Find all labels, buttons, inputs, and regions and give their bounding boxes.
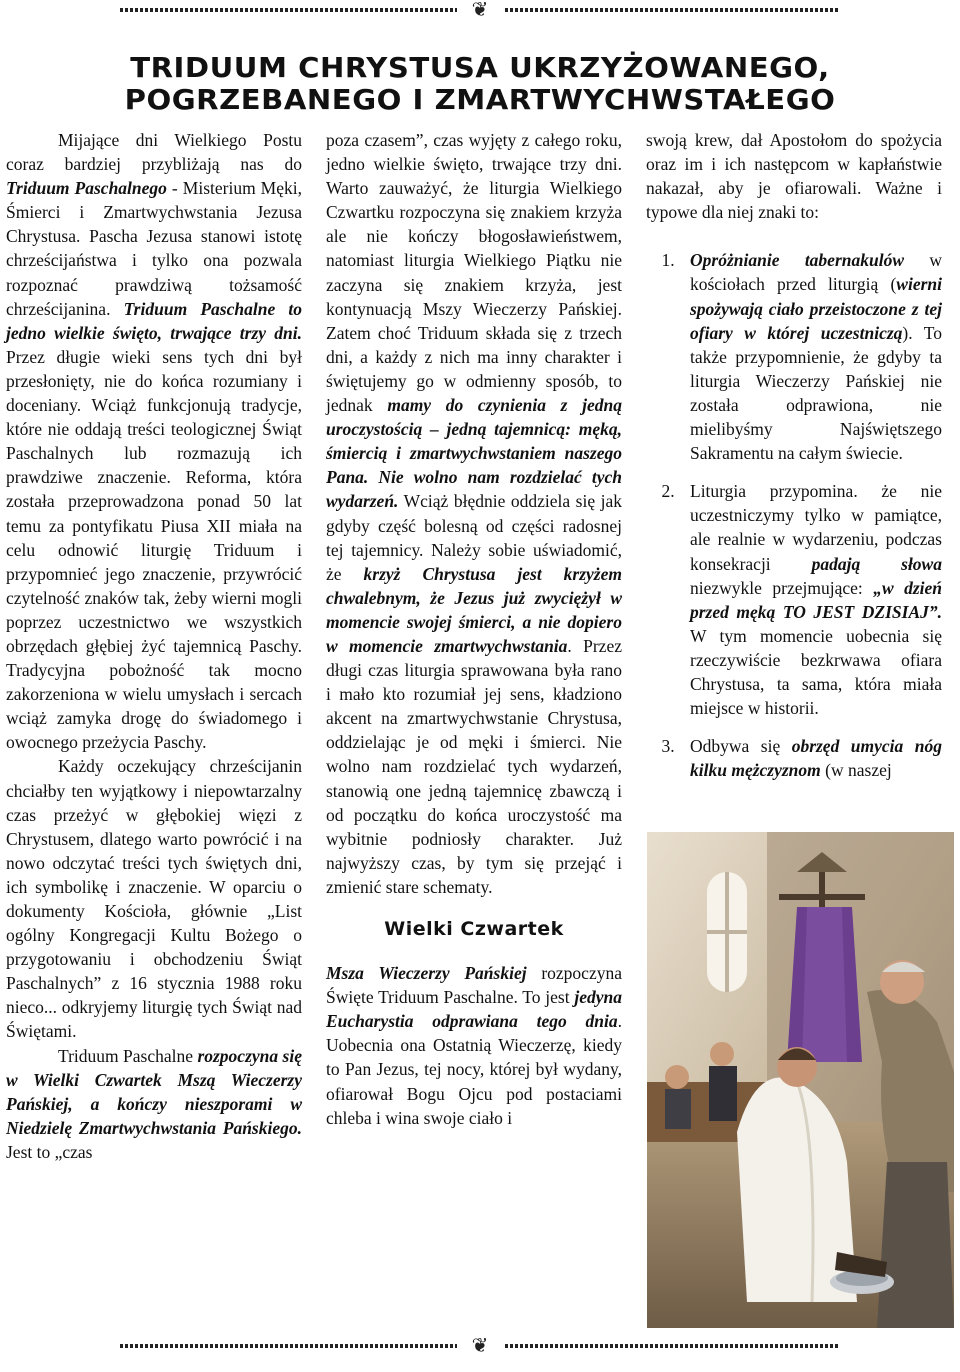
text-run: niezwykle przejmujące: (690, 577, 874, 598)
list-item (646, 734, 942, 782)
list-number: 3. (661, 736, 675, 757)
paragraph (6, 128, 302, 754)
emphasis: Opróżnianie tabernakulów (690, 250, 905, 271)
text-run: Jest to „czas (6, 1141, 93, 1162)
section-heading: Wielki Czwartek (384, 918, 564, 940)
top-ornament (120, 0, 840, 20)
emphasis: Msza Wieczerzy Pańskiej (326, 963, 527, 984)
list-number: 2. (661, 481, 675, 502)
text-run: . Uobecnia ona Ostatnią Wieczerzę, kiedy to Pan Jezus, tej nocy, której był wydany, ofiarował Bogu Ojcu pod postaciami chleba i wina swoje ciało i (326, 1011, 622, 1128)
text-run: w kościołach przed liturgią ( (690, 250, 943, 295)
emphasis: padają słowa (811, 553, 942, 574)
paragraph (6, 1044, 302, 1164)
headline-line-1: TRIDUUM CHRYSTUSA UKRZYŻOWANEGO, (130, 51, 830, 84)
emphasis: wierni spożywają ciało przeistoczone z tej ofiary w której uczestniczą (690, 274, 942, 343)
emphasis: rozpoczyna się w Wielki Czwartek Mszą Wieczerzy Pańskiej, a kończy nieszporami w Niedzielę Zmartwychwstania Pańskiego. (6, 1045, 302, 1138)
text-run: Wciąż błędnie oddziela się jak gdyby część bolesną od części radosnej tej tajemnicy. Należy sobie uświadomić, że (326, 491, 622, 584)
list-item-text (690, 734, 942, 782)
emphasis: jedyna Eucharystia odprawiana tego dnia (326, 987, 622, 1032)
emphasis: krzyż Chrystusa jest krzyżem chwalebnym, że Jezus już zwyciężył w momencie swojej śmierci, a nie dopiero w momencie zmartwychwstania (326, 563, 622, 656)
headline-line-2: POGRZEBANEGO I ZMARTWYCHWSTAŁEGO (124, 83, 836, 116)
scroll-ornament-icon: ❦ (457, 0, 503, 20)
column-3 (646, 128, 942, 782)
emphasis: Triduum Paschalne to jedno wielkie święto, trwające trzy dni. (6, 298, 303, 343)
bottom-ornament (120, 1336, 840, 1356)
list-item (646, 248, 942, 465)
emphasis: mamy do czynienia z jedną uroczystością – jedną tajemnicą: męką, śmiercią i zmartwychwstaniem naszego Pana. Nie wolno nam rozdzielać tych wydarzeń. (326, 395, 622, 512)
text-run: Triduum Paschalne (58, 1045, 198, 1066)
text-run: Przez długie wieki sens tych dni był przesłonięty, nie do końca rozumiany i doceniany. Wciąż funkcjonują tradycje, które nie oddają treści teologicznej Świąt Paschalnych lub rozmazują ich prawdziwe znaczenie. Reforma, która została przeprowadzona ponad 50 lat temu za pontyfikatu Piusa XII miała na celu odnowić liturgię Triduum i przypomnieć jego znaczenie, przywrócić czytelność znaków tak, żeby wierni mogli poprzez uczestnictwo we wszystkich obrzędach głębiej żyć tajemnicą Paschy. Tradycyjna pobożność tak mocno zakorzeniona w wielu umysłach i sercach wciąż zamyka drogę do świadomego i owocnego przeżycia Paschy. (6, 346, 302, 753)
photo-illustration (647, 832, 954, 1328)
text-run: Odbywa się (690, 736, 792, 757)
text-run: rozpoczyna Święte Triduum Paschalne. To jest (326, 963, 622, 1008)
text-run: W tym momencie uobecnia się rzeczywiście bezkrwawa ofiara Chrystusa, ta sama, która miała miejsce w historii. (690, 625, 942, 719)
text-run: Liturgia przypomina. że nie uczestniczymy tylko w pamiątce, ale realnie w wydarzeniu, podczas konsekracji (690, 481, 942, 574)
paragraph: swoją krew, dał Apostołom do spożycia oraz im i ich następcom w kapłaństwie nakazał, aby je ofiarowali. Ważne i typowe dla niej znaki to: (646, 130, 942, 223)
text-run: Mijające dni Wielkiego Postu coraz bardziej przybliżają nas do (6, 130, 302, 175)
text-run: - Misterium Męki, Śmierci i Zmartwychwstania Jezusa Chrystusa. Pascha Jezusa stanowi istotę chrześcijaństwa i tylko ona pozwala rozpoznać prawdziwą tożsamość chrześcijanina. (6, 178, 303, 319)
paragraph (326, 128, 622, 899)
paragraph: Każdy oczekujący chrześcijanin chciałby ten wyjątkowy i niepowtarzalny czas przeżyć w głębokiej więzi z Chrystusem, dlatego warto powrócić i na nowo odczytać treści tych świętych dni, ich symbolikę i znaczenie. W oparciu o dokumenty Kościoła, głównie „List ogólny Kongregacji Kultu Bożego o przygotowaniu i obchodzeniu Świąt Paschalnych” z 16 stycznia 1988 roku nieco... odkryjemy liturgię tych Świąt nad Świętami. (6, 756, 302, 1042)
emphasis: „w dzień przed męką TO JEST DZISIAJ”. (690, 577, 942, 622)
list-item-text (690, 248, 942, 465)
text-run: ). To także przypomnienie, że gdyby ta liturgia Wieczerzy Pańskiej nie została odprawiona, nie mielibyśmy Najświętszego Sakramentu na całym świecie. (690, 322, 942, 464)
column-1 (6, 128, 302, 1164)
list-number: 1. (661, 250, 675, 271)
column-2 (326, 128, 622, 1130)
emphasis: Triduum Paschalnego (6, 178, 167, 199)
scroll-ornament-icon: ❦ (457, 1336, 503, 1356)
text-run: (w naszej (820, 760, 892, 781)
foot-washing-photo (647, 832, 954, 1328)
list-item (646, 479, 942, 720)
emphasis: obrzęd umycia nóg kilku mężczyznom (690, 736, 942, 781)
paragraph (326, 961, 622, 1130)
text-run: poza czasem”, czas wyjęty z całego roku, jedno wielkie święto, trwające trzy dni. Warto zauważyć, że liturgia Wielkiego Czwartku rozpoczyna się znakiem krzyża ale nie kończy błogosławieństwem, natomiast liturgia Wielkiego Piątku nie zaczyna się znakiem krzyża, jest kontynuacją Mszy Wieczerzy Pańskiej. Zatem choć Triduum składa się z trzech dni, a każdy z nich ma inny charakter i świętujemy go w odmienny sposób, to jednak (326, 130, 622, 416)
text-run: . Przez długi czas liturgia sprawowana była rano i mało kto rozumiał jej sens, kładziono akcent na zmartwychwstanie Chrystusa, oddzielając je od męki i śmierci. Nie wolno nam rozdzielać tych wydarzeń, stanowią one jedną tajemnicę zbawczą i od początku do końca uroczystość ma wybitnie podniosły charakter. Już najwyższy czas, by tym się przejąć i zmienić stare schematy. (326, 635, 622, 897)
list-item-text (690, 479, 942, 720)
